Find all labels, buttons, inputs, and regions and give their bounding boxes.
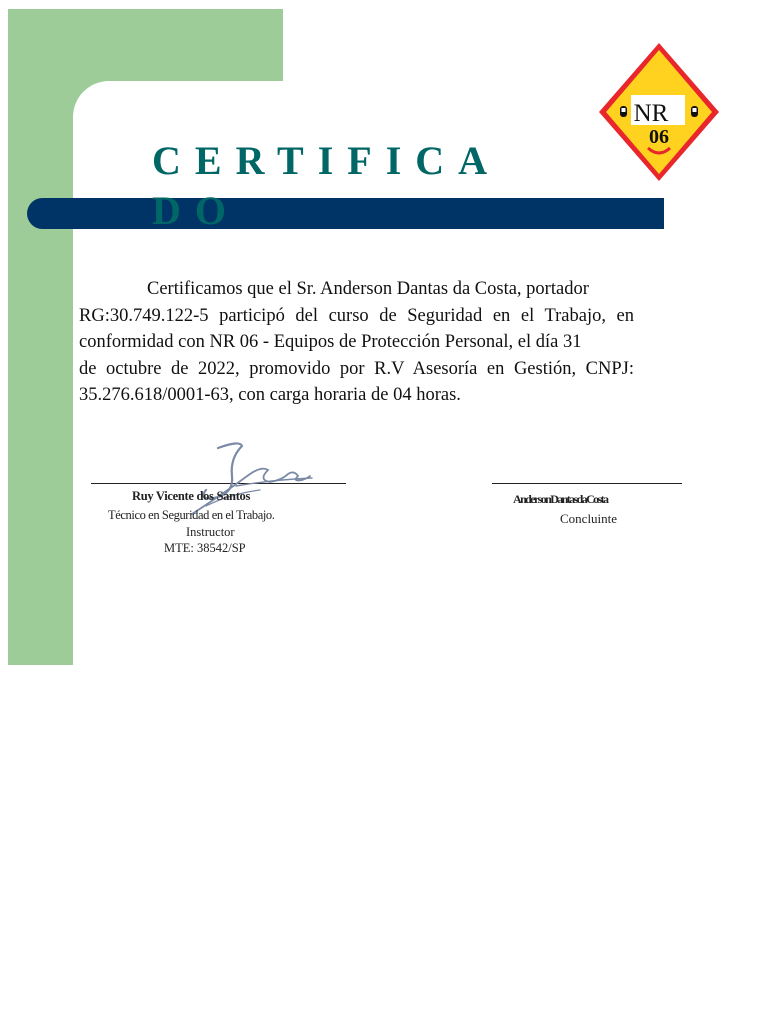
instructor-role: Técnico en Seguridad en el Trabajo.: [108, 508, 275, 522]
body-line-1: Certificamos que el Sr. Anderson Dantas da Costa, portador: [147, 279, 589, 299]
graduate-signature-line: [492, 483, 682, 484]
body-line-3: conformidad con NR 06 - Equipos de Protección Personal, el día 31: [79, 332, 582, 352]
certificate-body: [79, 276, 634, 409]
body-line-5: 35.276.618/0001-63, con carga horaria de 04 horas.: [79, 385, 461, 405]
instructor-title: Instructor: [186, 525, 235, 539]
instructor-name: Ruy Vicente dos Santos: [132, 489, 251, 503]
body-line-2: RG:30.749.122-5 participó del curso de Seguridad en el Trabajo, en: [79, 305, 634, 326]
certificate-title: CERTIFICADO: [152, 138, 502, 233]
graduate-name: AndersonDantasdaCosta: [513, 492, 608, 506]
nr06-badge-icon: [596, 40, 722, 184]
graduate-role: Concluinte: [560, 511, 618, 526]
hardhat-icon-left: [620, 106, 627, 117]
badge-line1: NR: [633, 100, 669, 127]
badge-line2: 06: [649, 126, 669, 148]
instructor-registration: MTE: 38542/SP: [164, 541, 246, 555]
hardhat-icon-right: [691, 106, 698, 117]
body-line-4: de octubre de 2022, promovido por R.V Asesoría en Gestión, CNPJ:: [79, 358, 634, 379]
